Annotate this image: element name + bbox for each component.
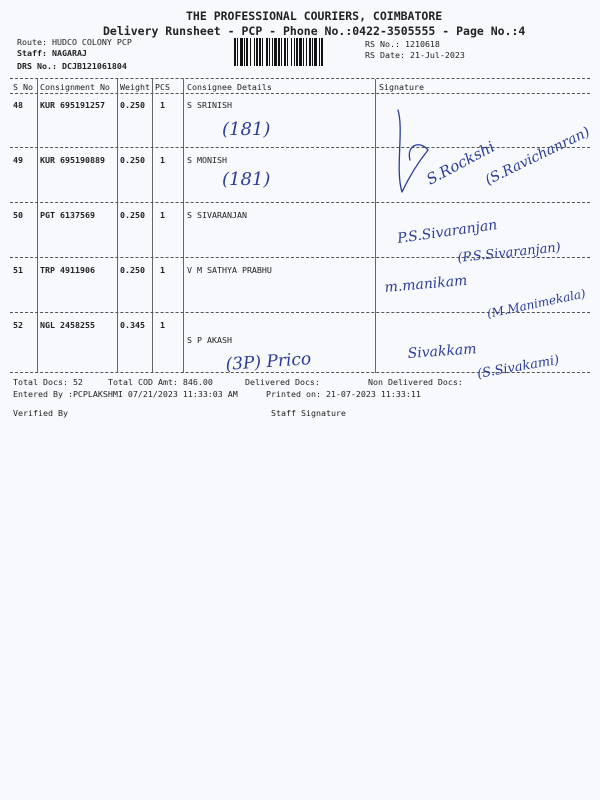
row-consignee: S SIVARANJAN	[187, 210, 247, 220]
handwritten-note: (181)	[222, 169, 271, 190]
row-pcs: 1	[160, 155, 165, 165]
handwritten-signature: Sivakkam	[407, 341, 478, 362]
row-consignment-no: TRP 4911906	[40, 265, 95, 275]
total-cod-amount: Total COD Amt: 846.00	[108, 377, 213, 387]
row-pcs: 1	[160, 210, 165, 220]
company-name: THE PROFESSIONAL COURIERS, COIMBATORE	[186, 9, 443, 23]
handwritten-signature: (S.Sivakami)	[476, 352, 561, 382]
row-consignment-no: KUR 695191257	[40, 100, 105, 110]
handwritten-note: (3P) Prico	[224, 349, 312, 375]
row-sno: 51	[13, 265, 23, 275]
row-weight: 0.250	[120, 155, 145, 165]
col-header-signature: Signature	[379, 82, 424, 92]
row-pcs: 1	[160, 265, 165, 275]
row-sno: 52	[13, 320, 23, 330]
runsheet-title: Delivery Runsheet - PCP - Phone No.:0422-3505555 - Page No.:4	[103, 24, 526, 38]
non-delivered-docs: Non Delivered Docs:	[368, 377, 463, 387]
delivered-docs: Delivered Docs:	[245, 377, 320, 387]
rs-date: RS Date: 21-Jul-2023	[365, 50, 465, 60]
handwritten-signature: S.Rockshi	[423, 137, 498, 189]
col-header-consignee: Consignee Details	[187, 82, 272, 92]
row-pcs: 1	[160, 100, 165, 110]
total-docs: Total Docs: 52	[13, 377, 83, 387]
entered-by: Entered By :PCPLAKSHMI 07/21/2023 11:33:03 AM	[13, 389, 238, 399]
handwritten-signature: (M.Manimekala)	[485, 286, 587, 321]
col-header-consignment: Consignment No	[40, 82, 110, 92]
handwritten-signature: (P.S.Sivaranjan)	[456, 240, 562, 266]
row-sno: 50	[13, 210, 23, 220]
col-header-sno: S No	[13, 82, 33, 92]
staff-label: Staff: NAGARAJ	[17, 48, 87, 58]
row-consignment-no: NGL 2458255	[40, 320, 95, 330]
row-sno: 49	[13, 155, 23, 165]
row-consignee: S SRINISH	[187, 100, 232, 110]
signature-stroke	[398, 110, 428, 192]
row-weight: 0.250	[120, 265, 145, 275]
handwritten-signature: P.S.Sivaranjan	[396, 217, 499, 247]
rs-number: RS No.: 1210618	[365, 39, 440, 49]
row-consignment-no: PGT 6137569	[40, 210, 95, 220]
printed-on: Printed on: 21-07-2023 11:33:11	[266, 389, 421, 399]
staff-signature-label: Staff Signature	[271, 408, 346, 418]
verified-by: Verified By	[13, 408, 68, 418]
row-weight: 0.345	[120, 320, 145, 330]
col-header-weight: Weight	[120, 82, 150, 92]
row-weight: 0.250	[120, 100, 145, 110]
row-consignee: S MONISH	[187, 155, 227, 165]
row-consignee: V M SATHYA PRABHU	[187, 265, 272, 275]
row-pcs: 1	[160, 320, 165, 330]
row-consignee: S P AKASH	[187, 335, 232, 345]
route-label: Route: HUDCO COLONY PCP	[17, 37, 132, 47]
row-weight: 0.250	[120, 210, 145, 220]
handwritten-signature: m.manikam	[383, 272, 468, 296]
drs-number: DRS No.: DCJB121061804	[17, 61, 127, 71]
row-consignment-no: KUR 695190889	[40, 155, 105, 165]
col-header-pcs: PCS	[155, 82, 170, 92]
handwritten-note: (181)	[222, 119, 271, 140]
handwritten-signature: (S.Ravichanran)	[482, 124, 593, 189]
row-sno: 48	[13, 100, 23, 110]
